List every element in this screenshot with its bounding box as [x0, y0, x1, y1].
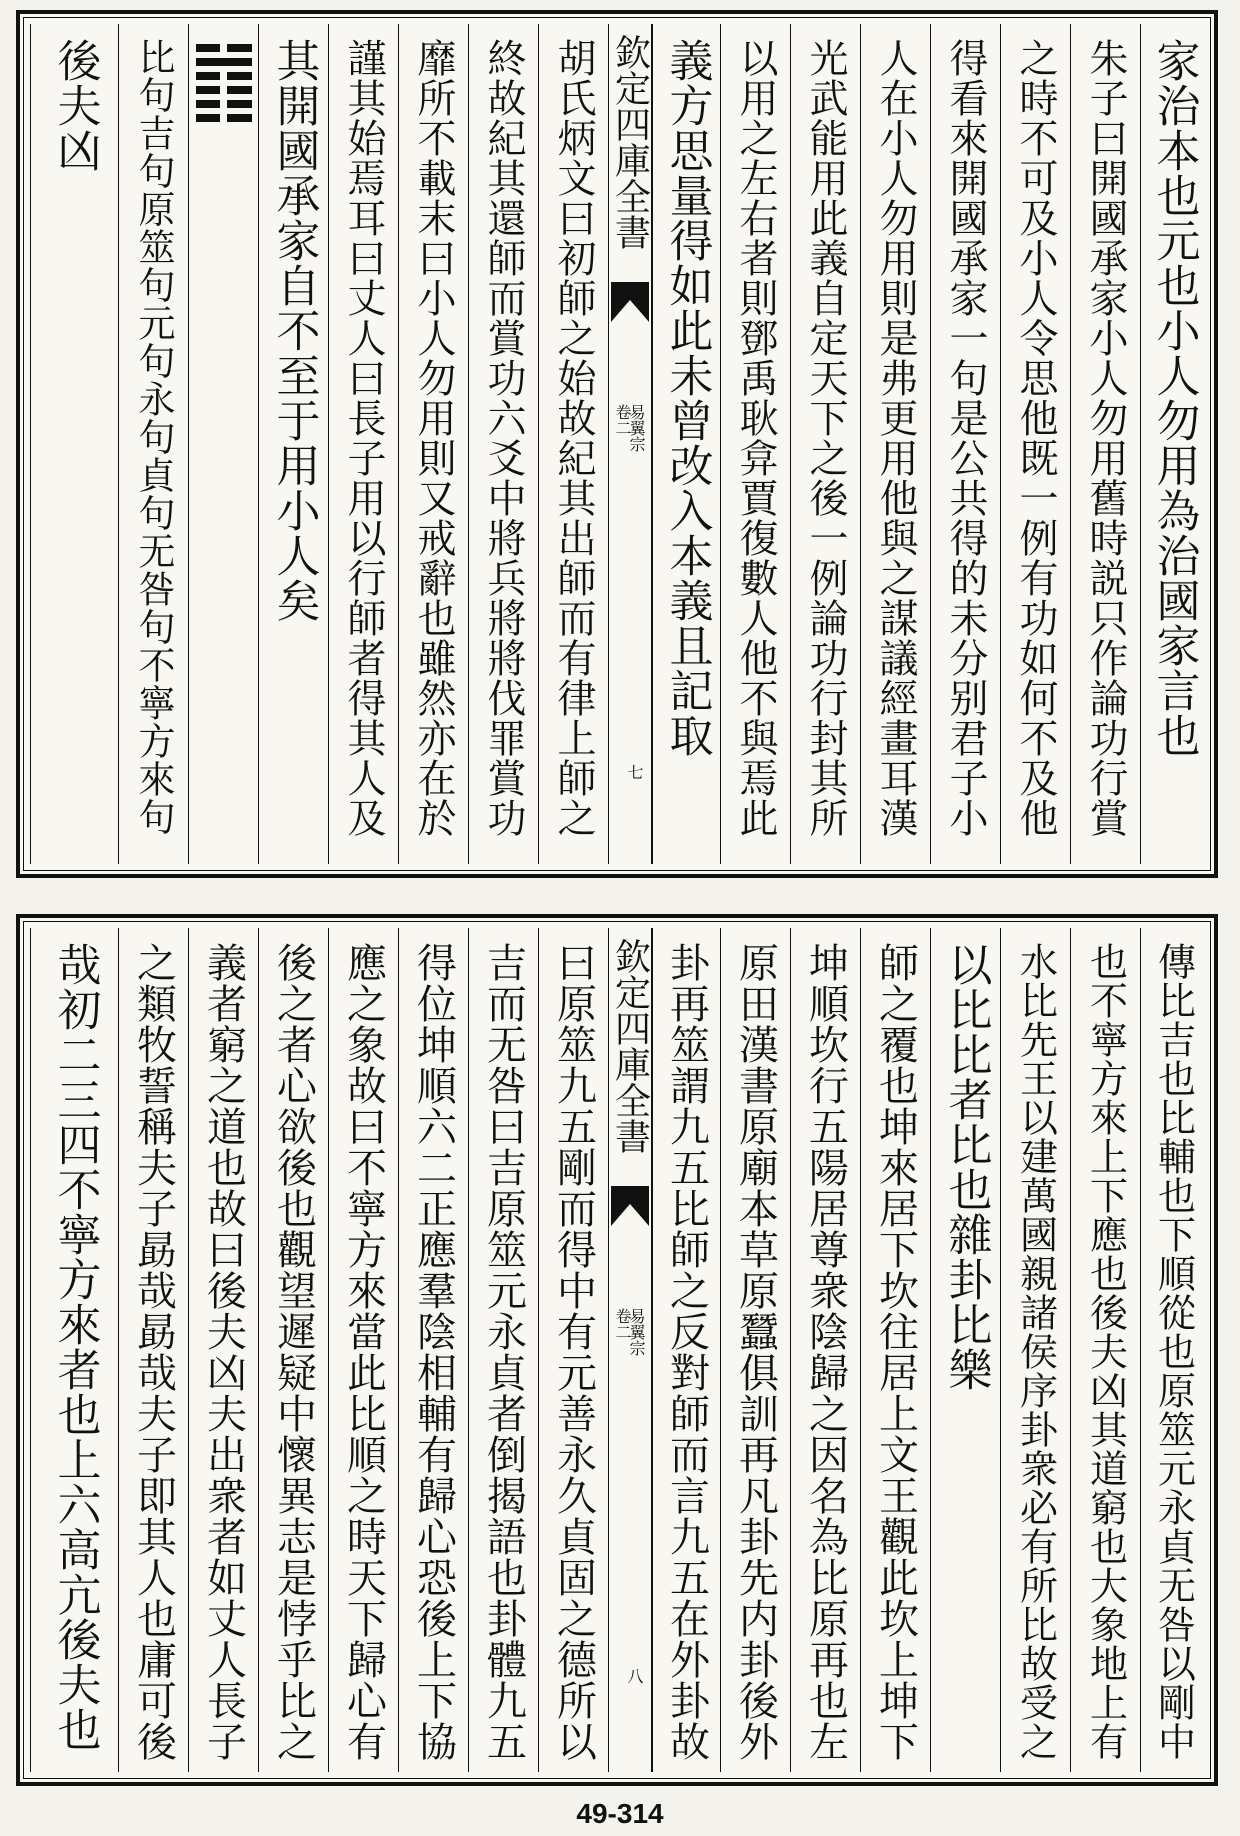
text-column — [398, 928, 468, 1772]
column-text: 原田漢書原廟本草原蠶俱訓再凡卦先内卦後外 — [732, 942, 779, 1762]
column-text: 終故紀其還師而賞功六爻中將兵將將伐罪賞功 — [481, 38, 526, 838]
text-column — [118, 24, 188, 864]
text-column — [30, 928, 118, 1772]
fish-tail-mark — [611, 282, 649, 322]
text-column — [1070, 928, 1140, 1772]
text-column — [860, 928, 930, 1772]
column-text: 之類牧誓稱夫子勗哉勗哉夫子即其人也庸可後 — [130, 942, 177, 1762]
bi-hexagram-icon — [196, 44, 252, 128]
column-text: 家治本也元也小人勿用為治國家言也 — [1148, 38, 1200, 758]
text-column — [1140, 928, 1206, 1772]
volume-label: 卷二 — [613, 1308, 632, 1340]
book-title: 欽定四庫全書 — [609, 34, 651, 250]
column-text: 比句吉句原筮句元句永句貞句无咎句不寧方來句 — [132, 38, 175, 836]
text-column — [468, 928, 538, 1772]
text-column — [398, 24, 468, 864]
hexagram-column — [188, 24, 258, 864]
column-text: 曰原筮九五剛而得中有元善永久貞固之德所以 — [550, 942, 597, 1762]
text-column — [1140, 24, 1206, 864]
volume-label: 卷二 — [613, 404, 632, 436]
text-column — [652, 24, 720, 864]
book-series-label: 易翼宗 — [627, 404, 646, 452]
text-column — [652, 928, 720, 1772]
column-text: 光武能用此義自定天下之後一例論功行封其所 — [803, 38, 848, 838]
column-text: 義方思量得如此未曾改入本義且記取 — [661, 38, 713, 758]
text-column — [860, 24, 930, 864]
column-text: 坤順坎行五陽居尊衆陰歸之因名為比原再也左 — [802, 942, 849, 1762]
text-column — [258, 928, 328, 1772]
column-text: 也不寧方來上下應也後夫凶其道窮也大象地上有 — [1083, 942, 1128, 1761]
text-column — [1000, 928, 1070, 1772]
top-page-panel — [16, 10, 1218, 878]
fish-tail-mark — [611, 1186, 649, 1226]
column-text: 師之覆也坤來居下坎往居上文王觀此坎上坤下 — [872, 942, 919, 1762]
text-column — [30, 24, 118, 864]
text-column — [328, 24, 398, 864]
text-column — [720, 928, 790, 1772]
column-text: 人在小人勿用則是弗更用他與之謀議經畫耳漢 — [873, 38, 918, 838]
text-column — [790, 928, 860, 1772]
column-text: 吉而无咎曰吉原筮元永貞者倒揭語也卦體九五 — [480, 942, 527, 1762]
column-text: 以比比者比也雜卦比樂 — [940, 942, 992, 1392]
text-column — [790, 24, 860, 864]
page-number: 49-314 — [576, 1798, 664, 1829]
folio-number: 七 — [625, 764, 644, 780]
book-title: 欽定四庫全書 — [609, 938, 651, 1154]
book-series-label: 易翼宗 — [627, 1308, 646, 1356]
column-text: 其開國承家自不至于用小人矣 — [268, 38, 320, 623]
center-fold-band — [608, 928, 652, 1772]
column-text: 得看來開國承家一句是公共得的未分别君子小 — [943, 38, 988, 838]
text-column — [930, 24, 1000, 864]
column-text: 傳比吉也比輔也下順從也原筮元永貞无咎以剛中 — [1151, 942, 1196, 1761]
text-column — [258, 24, 328, 864]
text-column — [468, 24, 538, 864]
column-text: 後之者心欲後也觀望遲疑中懷異志是悖乎比之 — [270, 942, 317, 1762]
bottom-page-panel — [16, 914, 1218, 1786]
folio-number: 八 — [625, 1668, 644, 1684]
column-text: 卦再筮謂九五比師之反對師而言九五在外卦故 — [663, 942, 710, 1762]
text-column — [1070, 24, 1140, 864]
text-column — [720, 24, 790, 864]
text-column — [538, 24, 608, 864]
column-text: 水比先王以建萬國親諸侯序卦衆必有所比故受之 — [1013, 942, 1058, 1761]
text-column — [538, 928, 608, 1772]
column-text: 應之象故曰不寧方來當此比順之時天下歸心有 — [340, 942, 387, 1762]
text-column — [328, 928, 398, 1772]
text-column — [1000, 24, 1070, 864]
column-text: 以用之左右者則鄧禹耿弇賈復數人他不與焉此 — [733, 38, 778, 838]
center-fold-band — [608, 24, 652, 864]
column-text: 義者窮之道也故曰後夫凶夫出衆者如丈人長子 — [200, 942, 247, 1762]
column-text: 胡氏炳文曰初師之始故紀其出師而有律上師之 — [551, 38, 596, 838]
column-text: 靡所不載末曰小人勿用則又戒辭也雖然亦在於 — [411, 38, 456, 838]
text-column — [188, 928, 258, 1772]
text-column — [930, 928, 1000, 1772]
column-text: 哉初二三四不寧方來者也上六高亢後夫也 — [49, 942, 101, 1752]
column-text: 謹其始焉耳曰丈人曰長子用以行師者得其人及 — [341, 38, 386, 838]
column-text: 之時不可及小人令思他既一例有功如何不及他 — [1013, 38, 1058, 838]
column-text: 朱子曰開國承家小人勿用舊時説只作論功行賞 — [1083, 38, 1128, 838]
text-column — [118, 928, 188, 1772]
column-text: 得位坤順六二正應羣陰相輔有歸心恐後上下協 — [410, 942, 457, 1762]
column-text: 後夫凶 — [49, 38, 101, 173]
